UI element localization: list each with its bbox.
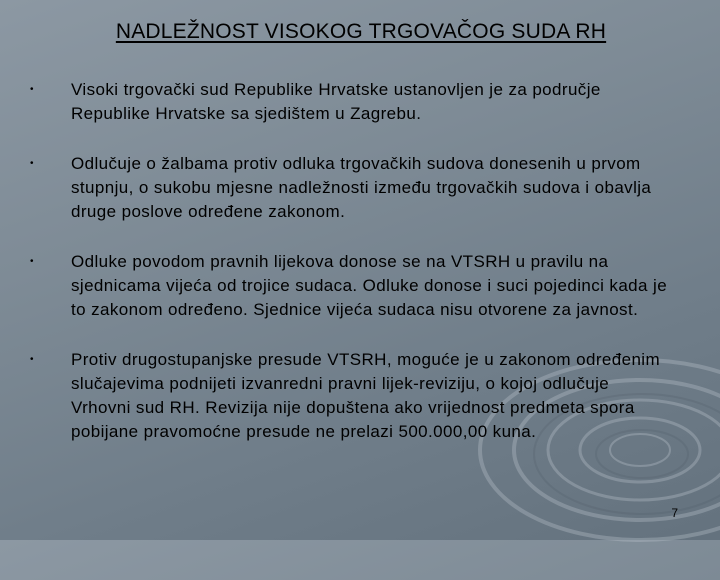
bullet-text: Odluke povodom pravnih lijekova donose se na VTSRH u pravilu na sjednicama vijeća od trojice sudaca. Odluke donose i suci pojedinci kada je to zakonom određeno. Sjednice vijeća sudaca nisu otvorene za javnost. (71, 252, 668, 319)
bullet-text: Odlučuje o žalbama protiv odluka trgovačkih sudova donesenih u prvom stupnju, o sukobu mjesne nadležnosti između trgovačkih sudova i obavlja druge poslove određene zakonom. (71, 154, 652, 221)
bullet-item (28, 152, 668, 224)
bullet-dot: • (30, 84, 34, 95)
slide-title-text: NADLEŽNOST VISOKOG TRGOVAČOG SUDA RH (115, 20, 607, 43)
bullet-list (28, 78, 668, 470)
bullet-dot: • (30, 256, 34, 267)
bullet-item (28, 250, 668, 322)
bullet-dot: • (30, 354, 34, 365)
bullet-item (28, 78, 668, 126)
bullet-dot: • (30, 158, 34, 169)
bullet-text: Protiv drugostupanjske presude VTSRH, moguće je u zakonom određenim slučajevima podnijeti izvanredni pravni lijek-reviziju, o kojoj odlučuje Vrhovni sud RH. Revizija nije dopuštena ako vrijednost predmeta spora pobijane pravomoćne presude ne prelazi 500.000,00 kuna. (71, 350, 661, 441)
bullet-text: Visoki trgovački sud Republike Hrvatske ustanovljen je za područje Republike Hrvatske sa sjedištem u Zagrebu. (71, 80, 601, 123)
slide-title (0, 20, 720, 44)
bullet-item (28, 348, 668, 444)
page-number: 7 (671, 506, 678, 520)
